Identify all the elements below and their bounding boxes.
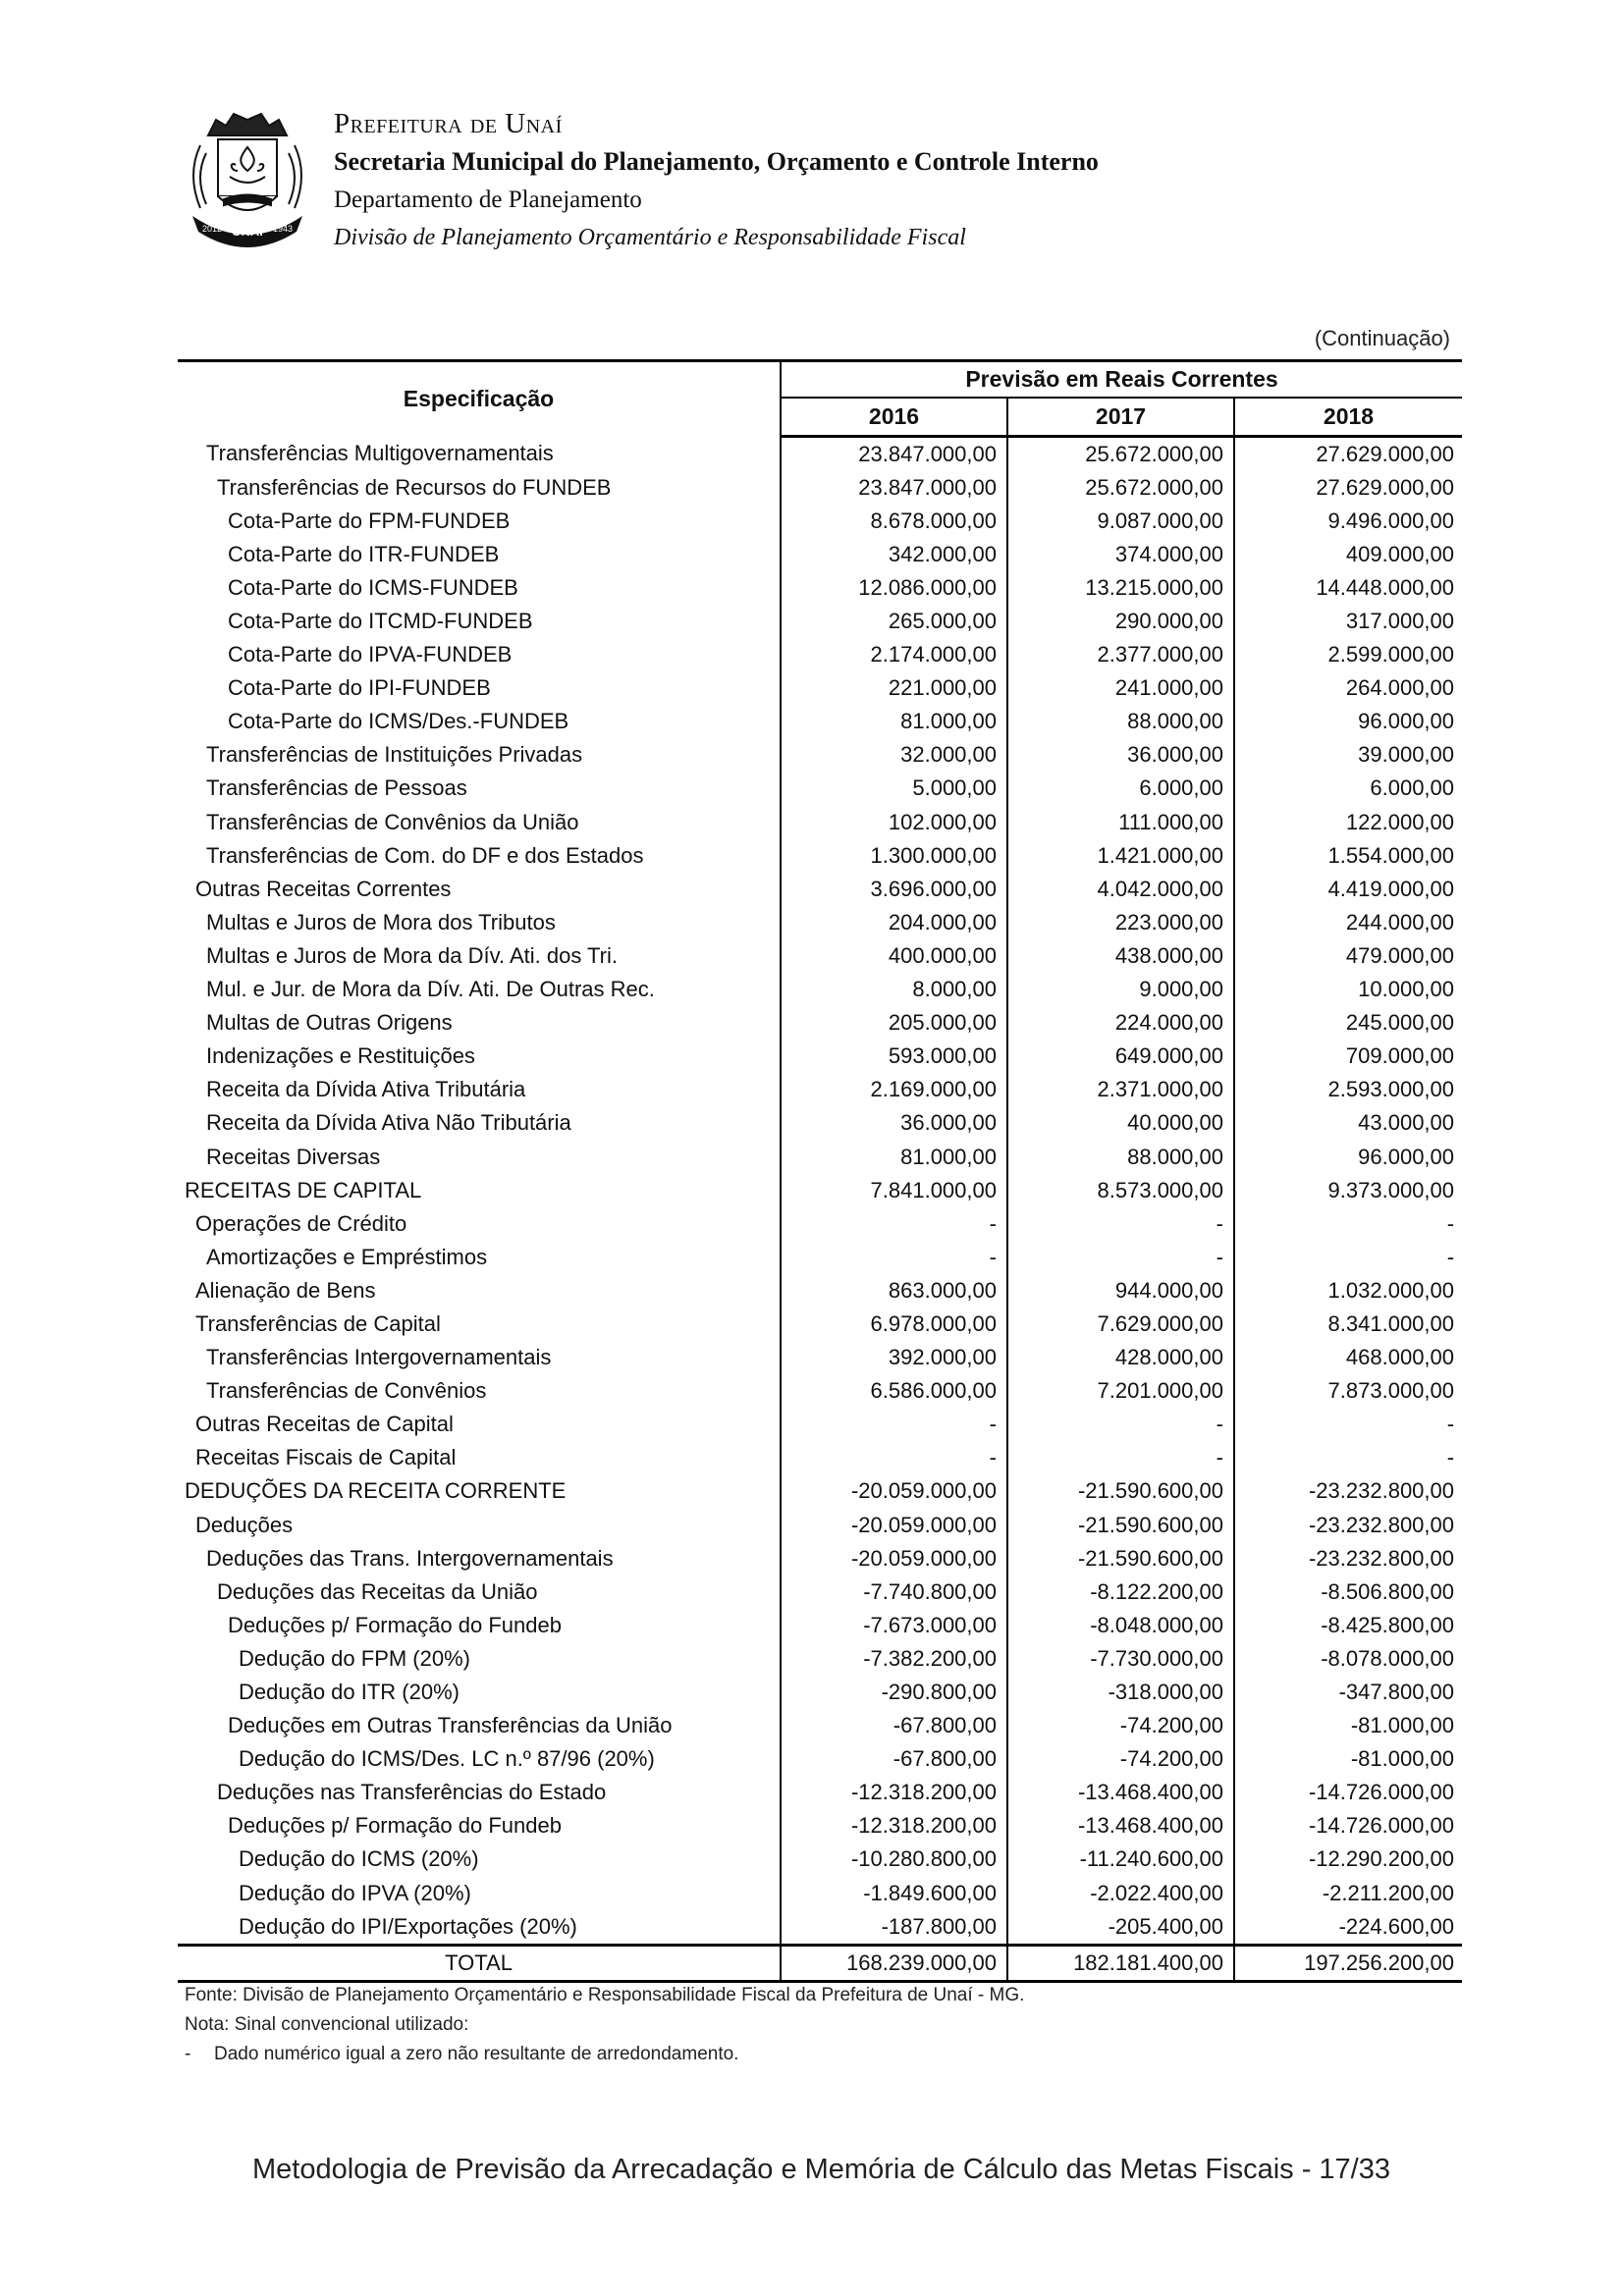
total-2018: 197.256.200,00 [1234,1945,1462,1981]
table-row [178,1441,1462,1474]
value-2016: 7.841.000,00 [781,1174,1007,1207]
value-2017: 944.000,00 [1007,1274,1234,1308]
table-row [178,471,1462,505]
value-2018: 7.873.000,00 [1327,1378,1455,1404]
row-label: Cota-Parte do IPI-FUNDEB [178,671,781,705]
value-2016: 2.174.000,00 [781,638,1007,671]
value-2017: 6.000,00 [1007,772,1234,805]
value-2018: -23.232.800,00 [1308,1512,1455,1537]
value-2018: - [1446,1445,1455,1470]
table-row [178,638,1462,671]
row-label: Transferências de Pessoas [178,772,781,805]
row-label: Deduções [178,1509,781,1542]
value-2016: 3.696.000,00 [781,873,1007,906]
value-2016: 392.000,00 [781,1341,1007,1374]
table-row [178,1609,1462,1642]
value-2017: -205.400,00 [1007,1910,1234,1946]
value-2017: 9.000,00 [1007,973,1234,1006]
value-2016: 400.000,00 [781,939,1007,973]
value-2016: -7.382.200,00 [781,1642,1007,1676]
value-2018: 479.000,00 [1345,942,1455,968]
row-label: Dedução do IPVA (20%) [178,1877,781,1910]
row-label: Deduções nas Transferências do Estado [178,1776,781,1809]
value-2016: 23.847.000,00 [781,436,1007,471]
value-2018: -2.211.200,00 [1322,1880,1455,1905]
row-label: Cota-Parte do FPM-FUNDEB [178,505,781,538]
row-label: Receita da Dívida Ativa Tributária [178,1073,781,1106]
value-2017: 7.201.000,00 [1007,1374,1234,1408]
value-2018: 317.000,00 [1345,609,1455,634]
value-2017: -74.200,00 [1007,1709,1234,1742]
value-2017: 4.042.000,00 [1007,873,1234,906]
value-2016: 23.847.000,00 [781,471,1007,505]
value-2018: 4.419.000,00 [1327,876,1455,901]
department-name: Departamento de Planejamento [334,187,642,213]
value-2017: 111.000,00 [1007,806,1234,839]
table-notes [185,1981,1024,2069]
value-2017: 9.087.000,00 [1007,505,1234,538]
value-2016: 205.000,00 [781,1006,1007,1040]
value-2017: -13.468.400,00 [1007,1776,1234,1809]
value-2016: 12.086.000,00 [781,571,1007,605]
convention-legend [185,2040,1024,2069]
value-2017: 7.629.000,00 [1007,1308,1234,1341]
row-label: Receitas Fiscais de Capital [178,1441,781,1474]
row-label: Transferências Intergovernamentais [178,1341,781,1374]
table-row [178,538,1462,571]
value-2017: -74.200,00 [1007,1742,1234,1776]
value-2016: -67.800,00 [781,1742,1007,1776]
value-2016: 342.000,00 [781,538,1007,571]
table-row [178,1341,1462,1374]
value-2016: -20.059.000,00 [781,1542,1007,1575]
svg-text:2012: 2012 [201,224,223,234]
table-row [178,738,1462,772]
coat-of-arms-icon [179,106,316,253]
value-2017: -21.590.600,00 [1007,1509,1234,1542]
value-2017: 374.000,00 [1007,538,1234,571]
header-year-2016: 2016 [781,398,1007,436]
value-2018: - [1446,1412,1455,1437]
value-2018: -81.000,00 [1350,1746,1455,1772]
table-row [178,605,1462,638]
row-label: Transferências Multigovernamentais [178,436,781,471]
revenue-forecast-table [178,359,1462,1983]
value-2018: -8.078.000,00 [1321,1645,1455,1671]
row-label: Mul. e Jur. de Mora da Dív. Ati. De Outras Rec. [178,973,781,1006]
table-row [178,1308,1462,1341]
row-label: Transferências de Com. do DF e dos Estados [178,839,781,873]
table-row [178,1374,1462,1408]
value-2018: - [1446,1210,1455,1236]
value-2018: 468.000,00 [1345,1345,1455,1370]
row-label: Multas de Outras Origens [178,1006,781,1040]
value-2018: - [1446,1244,1455,1269]
value-2018: 409.000,00 [1345,541,1455,566]
table-row [178,1241,1462,1274]
table-row [178,1408,1462,1441]
row-label: Dedução do IPI/Exportações (20%) [178,1910,781,1946]
value-2017: -2.022.400,00 [1007,1877,1234,1910]
table-row [178,839,1462,873]
value-2017: 36.000,00 [1007,738,1234,772]
value-2016: 265.000,00 [781,605,1007,638]
value-2016: 2.169.000,00 [781,1073,1007,1106]
value-2017: - [1007,1207,1234,1241]
value-2018: 245.000,00 [1345,1010,1455,1036]
table-row [178,1709,1462,1742]
value-2018: 10.000,00 [1358,977,1455,1002]
value-2017: 2.377.000,00 [1007,638,1234,671]
value-2018: -8.506.800,00 [1321,1578,1455,1604]
table-row [178,1910,1462,1946]
value-2018: -23.232.800,00 [1308,1478,1455,1504]
value-2016: -20.059.000,00 [781,1509,1007,1542]
secretariat-name: Secretaria Municipal do Planejamento, Orçamento e Controle Interno [334,147,1099,176]
value-2018: 264.000,00 [1345,675,1455,701]
value-2017: -21.590.600,00 [1007,1542,1234,1575]
value-2017: 649.000,00 [1007,1040,1234,1073]
row-label: DEDUÇÕES DA RECEITA CORRENTE [178,1474,781,1508]
value-2016: 204.000,00 [781,906,1007,939]
row-label: Cota-Parte do ITCMD-FUNDEB [178,605,781,638]
value-2017: -8.122.200,00 [1007,1575,1234,1609]
table-row [178,906,1462,939]
value-2018: -23.232.800,00 [1308,1545,1455,1571]
value-2018: 27.629.000,00 [1316,441,1455,466]
value-2018: -224.600,00 [1338,1913,1455,1939]
table-row [178,1575,1462,1609]
value-2017: 241.000,00 [1007,671,1234,705]
row-label: Multas e Juros de Mora dos Tributos [178,906,781,939]
value-2017: -13.468.400,00 [1007,1809,1234,1842]
value-2016: - [781,1207,1007,1241]
table-row [178,1006,1462,1040]
row-label: Receita da Dívida Ativa Não Tributária [178,1106,781,1140]
row-label: Transferências de Convênios [178,1374,781,1408]
table-row [178,571,1462,605]
value-2017: 1.421.000,00 [1007,839,1234,873]
value-2018: 709.000,00 [1345,1043,1455,1069]
value-2018: 122.000,00 [1345,809,1455,834]
table-row [178,1509,1462,1542]
value-2016: -7.673.000,00 [781,1609,1007,1642]
total-2016: 168.239.000,00 [781,1945,1007,1981]
value-2016: 221.000,00 [781,671,1007,705]
row-label: Cota-Parte do IPVA-FUNDEB [178,638,781,671]
table-row [178,1207,1462,1241]
value-2017: 88.000,00 [1007,1140,1234,1173]
value-2016: -10.280.800,00 [781,1842,1007,1876]
value-2018: 9.496.000,00 [1327,507,1455,533]
value-2018: 1.554.000,00 [1327,842,1455,868]
table-row [178,1809,1462,1842]
value-2017: -8.048.000,00 [1007,1609,1234,1642]
row-label: Outras Receitas de Capital [178,1408,781,1441]
row-label: Transferências de Convênios da União [178,806,781,839]
table-row [178,505,1462,538]
value-2017: 25.672.000,00 [1007,471,1234,505]
value-2016: 1.300.000,00 [781,839,1007,873]
header-specification: Especificação [178,361,781,437]
value-2017: 2.371.000,00 [1007,1073,1234,1106]
table-row [178,1542,1462,1575]
value-2017: -318.000,00 [1007,1676,1234,1709]
value-2016: 81.000,00 [781,1140,1007,1173]
value-2017: -11.240.600,00 [1007,1842,1234,1876]
value-2016: 6.978.000,00 [781,1308,1007,1341]
table-row [178,436,1462,471]
row-label: Transferências de Capital [178,1308,781,1341]
value-2018: -8.425.800,00 [1321,1612,1455,1637]
value-2018: 244.000,00 [1345,909,1455,934]
row-label: Outras Receitas Correntes [178,873,781,906]
table-row [178,973,1462,1006]
row-label: Operações de Crédito [178,1207,781,1241]
table-row [178,806,1462,839]
value-2018: 8.341.000,00 [1327,1310,1455,1336]
value-2017: 88.000,00 [1007,705,1234,738]
row-label: Deduções em Outras Transferências da União [178,1709,781,1742]
value-2016: - [781,1408,1007,1441]
row-label: Dedução do ITR (20%) [178,1676,781,1709]
header-year-2017: 2017 [1007,398,1234,436]
row-label: Receitas Diversas [178,1140,781,1173]
table-row [178,1474,1462,1508]
value-2018: -14.726.000,00 [1308,1813,1455,1839]
value-2017: 13.215.000,00 [1007,571,1234,605]
row-label: Cota-Parte do ICMS/Des.-FUNDEB [178,705,781,738]
table-row [178,1842,1462,1876]
value-2017: 8.573.000,00 [1007,1174,1234,1207]
value-2017: 438.000,00 [1007,939,1234,973]
row-label: Indenizações e Restituições [178,1040,781,1073]
value-2016: -290.800,00 [781,1676,1007,1709]
value-2018: 43.000,00 [1358,1110,1455,1136]
legend-text: Dado numérico igual a zero não resultante de arredondamento. [214,2044,739,2064]
value-2017: -7.730.000,00 [1007,1642,1234,1676]
row-label: Dedução do ICMS (20%) [178,1842,781,1876]
header-year-2018: 2018 [1234,398,1462,436]
row-label: Transferências de Recursos do FUNDEB [178,471,781,505]
value-2016: 102.000,00 [781,806,1007,839]
value-2016: 5.000,00 [781,772,1007,805]
value-2016: -12.318.200,00 [781,1776,1007,1809]
value-2017: 224.000,00 [1007,1006,1234,1040]
page-footer: Metodologia de Previsão da Arrecadação e Memória de Cálculo das Metas Fiscais - 17/33 [252,2154,1390,2185]
value-2018: 14.448.000,00 [1316,574,1455,600]
value-2018: 27.629.000,00 [1316,474,1455,500]
value-2018: 96.000,00 [1358,709,1455,734]
continuation-label: (Continuação) [1314,326,1450,350]
table-row [178,705,1462,738]
municipality-name: Prefeitura de Unaí [334,108,563,139]
value-2016: 593.000,00 [781,1040,1007,1073]
value-2016: -67.800,00 [781,1709,1007,1742]
value-2016: -1.849.600,00 [781,1877,1007,1910]
value-2016: -187.800,00 [781,1910,1007,1946]
value-2017: - [1007,1441,1234,1474]
table-row [178,1140,1462,1173]
table-row [178,1676,1462,1709]
value-2017: 290.000,00 [1007,605,1234,638]
value-2018: 1.032.000,00 [1327,1277,1455,1303]
value-2018: 9.373.000,00 [1327,1177,1455,1202]
convention-note: Nota: Sinal convencional utilizado: [185,2014,469,2035]
table-row [178,1040,1462,1073]
table-row [178,1274,1462,1308]
total-row [178,1945,1462,1981]
value-2016: 81.000,00 [781,705,1007,738]
row-label: Amortizações e Empréstimos [178,1241,781,1274]
value-2017: 223.000,00 [1007,906,1234,939]
value-2017: 40.000,00 [1007,1106,1234,1140]
row-label: Cota-Parte do ICMS-FUNDEB [178,571,781,605]
header-forecast-group: Previsão em Reais Correntes [781,361,1462,399]
value-2016: -20.059.000,00 [781,1474,1007,1508]
value-2018: -347.800,00 [1338,1680,1455,1705]
table-row [178,873,1462,906]
value-2018: 96.000,00 [1358,1144,1455,1169]
value-2016: 8.000,00 [781,973,1007,1006]
row-label: Deduções das Receitas da União [178,1575,781,1609]
legend-symbol: - [185,2044,191,2064]
value-2018: -12.290.200,00 [1308,1846,1455,1872]
value-2016: - [781,1441,1007,1474]
table-row [178,1106,1462,1140]
value-2016: 36.000,00 [781,1106,1007,1140]
row-label: Alienação de Bens [178,1274,781,1308]
value-2017: - [1007,1241,1234,1274]
value-2016: - [781,1241,1007,1274]
value-2018: 6.000,00 [1370,775,1455,801]
row-label: Deduções p/ Formação do Fundeb [178,1809,781,1842]
total-2017: 182.181.400,00 [1007,1945,1234,1981]
table-row [178,1742,1462,1776]
row-label: Transferências de Instituições Privadas [178,738,781,772]
value-2018: 2.599.000,00 [1327,642,1455,667]
row-label: Deduções p/ Formação do Fundeb [178,1609,781,1642]
value-2016: 6.586.000,00 [781,1374,1007,1408]
row-label: RECEITAS DE CAPITAL [178,1174,781,1207]
value-2018: 2.593.000,00 [1327,1077,1455,1102]
value-2017: -21.590.600,00 [1007,1474,1234,1508]
table-body [178,436,1462,1945]
value-2018: -14.726.000,00 [1308,1780,1455,1805]
value-2018: 39.000,00 [1358,742,1455,768]
division-name: Divisão de Planejamento Orçamentário e Responsabilidade Fiscal [334,225,966,250]
value-2017: - [1007,1408,1234,1441]
value-2016: 8.678.000,00 [781,505,1007,538]
table-row [178,671,1462,705]
row-label: Multas e Juros de Mora da Dív. Ati. dos Tri. [178,939,781,973]
value-2016: -7.740.800,00 [781,1575,1007,1609]
row-label: Dedução do ICMS/Des. LC n.º 87/96 (20%) [178,1742,781,1776]
value-2016: -12.318.200,00 [781,1809,1007,1842]
value-2016: 863.000,00 [781,1274,1007,1308]
table-row [178,1073,1462,1106]
svg-text:1943: 1943 [272,224,294,234]
value-2017: 25.672.000,00 [1007,436,1234,471]
table-row [178,1642,1462,1676]
row-label: Deduções das Trans. Intergovernamentais [178,1542,781,1575]
total-label: TOTAL [178,1945,781,1981]
table-row [178,772,1462,805]
table-row [178,1877,1462,1910]
value-2016: 32.000,00 [781,738,1007,772]
svg-text:UNAÍ: UNAÍ [232,224,263,239]
source-note: Fonte: Divisão de Planejamento Orçamentário e Responsabilidade Fiscal da Prefeitura de Unaí - MG. [185,1985,1025,2005]
row-label: Cota-Parte do ITR-FUNDEB [178,538,781,571]
table-row [178,939,1462,973]
table-row [178,1174,1462,1207]
letterhead [179,106,1259,263]
value-2018: -81.000,00 [1350,1713,1455,1738]
row-label: Dedução do FPM (20%) [178,1642,781,1676]
value-2017: 428.000,00 [1007,1341,1234,1374]
table-row [178,1776,1462,1809]
